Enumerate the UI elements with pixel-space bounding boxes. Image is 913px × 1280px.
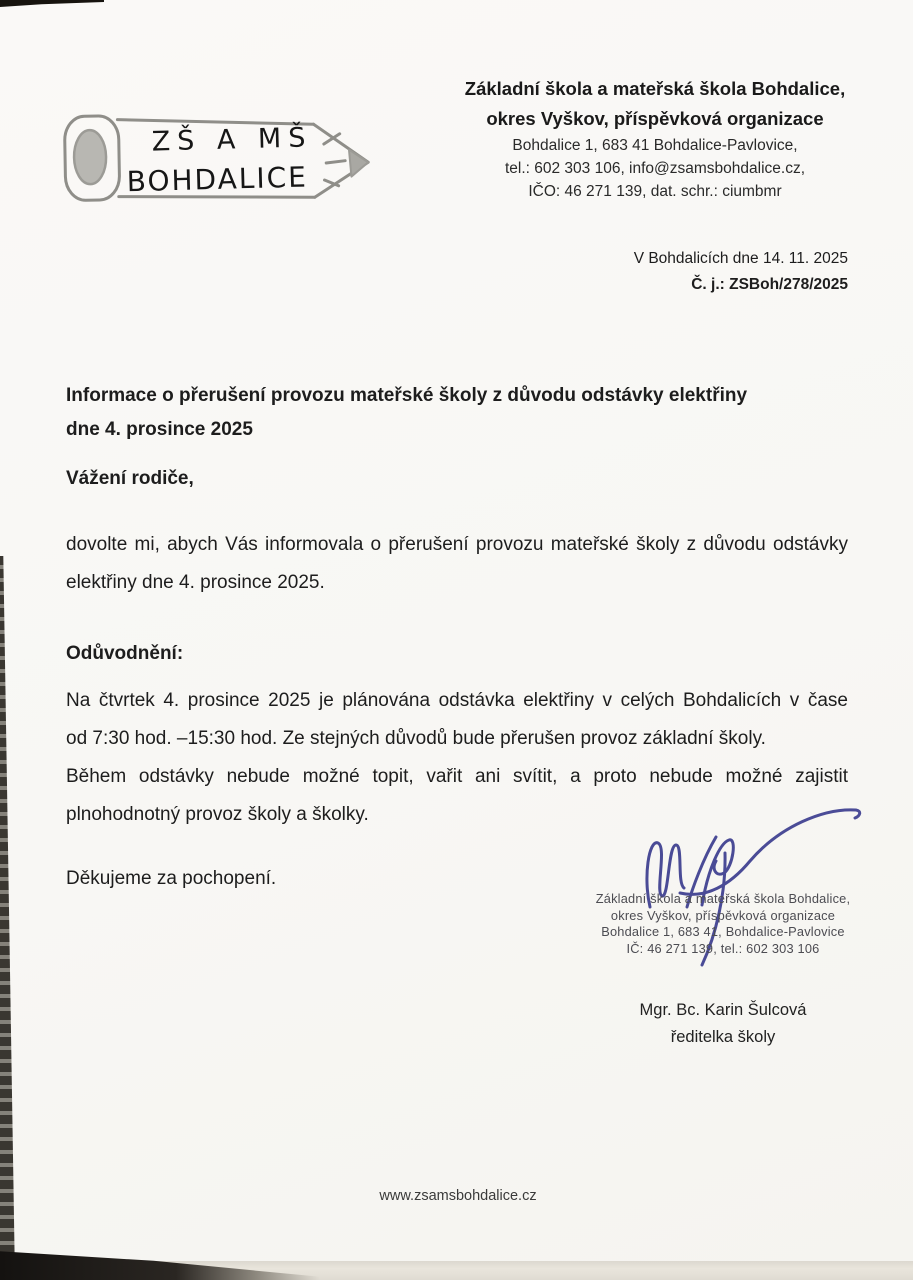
school-pencil-logo-icon — [52, 86, 374, 218]
intro-paragraph — [66, 526, 848, 602]
stamp-line2: okres Vyškov, příspěvková organizace — [610, 907, 836, 923]
reason-line1: Na čtvrtek 4. prosince 2025 je plánována odstávka elektřiny v celých Bohdalicích v čase — [66, 690, 848, 711]
salutation: Vážení rodiče, — [66, 468, 194, 489]
intro-line2: elektřiny dne 4. prosince 2025. — [66, 572, 325, 593]
letter-meta — [480, 246, 848, 298]
logo-text-line2: BOHDALICE — [126, 160, 309, 199]
stamp-line4: IČ: 46 271 139, tel.: 602 303 106 — [626, 940, 820, 956]
reason-line2: od 7:30 hod. –15:30 hod. Ze stejných důvodů bude přerušen provoz základní školy. — [66, 728, 766, 749]
letterhead — [420, 74, 890, 203]
reason-line4: plnohodnotný provoz školy a školky. — [66, 804, 369, 825]
org-contact: tel.: 602 303 106, info@zsamsbohdalice.cz, — [504, 160, 806, 177]
reason-paragraph — [66, 682, 848, 834]
org-address: Bohdalice 1, 683 41 Bohdalice-Pavlovice, — [512, 137, 798, 154]
reference-number: Č. j.: ZSBoh/278/2025 — [691, 276, 848, 293]
stamp-line3: Bohdalice 1, 683 41, Bohdalice-Pavlovice — [601, 924, 845, 939]
intro-line1: dovolte mi, abych Vás informovala o přerušení provozu mateřské školy z důvodu odstávky — [66, 534, 848, 555]
org-name-line2: okres Vyškov, příspěvková organizace — [486, 108, 824, 129]
scan-background-left-edge — [0, 556, 15, 1280]
scan-shadow-bottom-left — [0, 1240, 320, 1280]
school-stamp — [553, 891, 893, 957]
subject-line2: dne 4. prosince 2025 — [66, 419, 253, 440]
scan-artifact-top-left — [0, 0, 104, 7]
place-and-date: V Bohdalicích dne 14. 11. 2025 — [633, 250, 848, 267]
org-ids: IČO: 46 271 139, dat. schr.: ciumbmr — [528, 183, 782, 200]
subject-line1: Informace o přerušení provozu mateřské školy z důvodu odstávky elektřiny — [66, 385, 748, 406]
signer-name: Mgr. Bc. Karin Šulcová — [639, 1001, 807, 1019]
reason-line3: Během odstávky nebude možné topit, vařit ani svítit, a proto nebude možné zajistit — [66, 766, 848, 787]
reason-heading: Odůvodnění: — [66, 643, 184, 664]
signature-block — [573, 997, 873, 1051]
logo-text-line1: ZŠ A MŠ — [151, 122, 313, 158]
subject-heading — [66, 379, 848, 447]
footer-website: www.zsamsbohdalice.cz — [379, 1188, 537, 1204]
signer-title: ředitelka školy — [670, 1028, 776, 1046]
closing-line: Děkujeme za pochopení. — [66, 868, 277, 889]
org-name-line1: Základní škola a mateřská škola Bohdalice, — [464, 78, 846, 99]
stamp-line1: Základní škola a mateřská škola Bohdalice, — [595, 891, 851, 906]
